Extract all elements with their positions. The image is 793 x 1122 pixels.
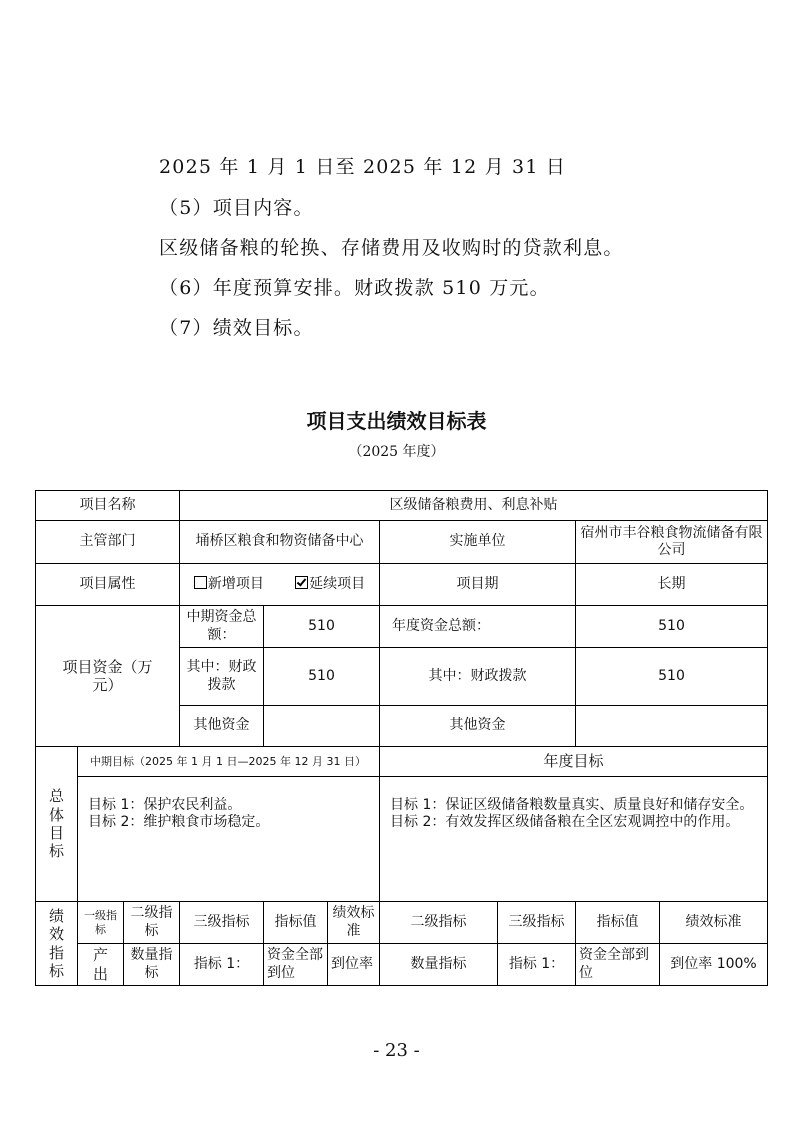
table-row-project-name [36,491,768,521]
col-standard-header: 绩效标准 [328,902,380,944]
text-line-date-range: 2025 年 1 月 1 日至 2025 年 12 月 31 日 [159,156,567,178]
row-value-year: 资金全部到位 [576,944,660,986]
year-total-value: 510 [576,606,768,648]
project-name-value: 区级储备粮费用、利息补贴 [180,491,768,521]
row-standard: 到位率 [328,944,380,986]
text-line-project-content: 区级储备粮的轮换、存储费用及收购时的贷款利息。 [159,237,624,259]
year-goal-2: 目标 2：有效发挥区级储备粮在全区宏观调控中的作用。 [390,814,740,831]
mid-total-value: 510 [264,606,380,648]
col-level1-header: 一级指标 [78,902,124,944]
text-line-performance-heading: （7）绩效目标。 [159,317,314,339]
attr-continue-label: 延续项目 [309,576,366,593]
mid-other-label: 其他资金 [180,706,264,747]
year-other-value [576,706,768,747]
mid-fiscal-value: 510 [264,648,380,706]
col-value-year-header: 指标值 [576,902,660,944]
attr-label: 项目属性 [36,564,180,606]
overall-goal-label: 总体目标 [36,747,78,902]
year-fiscal-label: 其中：财政拨款 [380,648,576,706]
col-level3-header: 三级指标 [180,902,264,944]
dept-value: 埇桥区粮食和物资储备中心 [180,521,380,564]
row-level2: 数量指标 [124,944,180,986]
year-goal-content [380,777,768,902]
row-level1: 产出 [78,944,124,986]
mid-goal-content [78,777,380,902]
row-level3-year: 指标 1： [498,944,576,986]
table-row-attribute [36,564,768,606]
attr-new-label: 新增项目 [207,576,264,593]
project-name-label: 项目名称 [36,491,180,521]
table-row-indicator-headers [36,902,768,944]
table-row-goal-content [36,777,768,902]
col-level3-year-header: 三级指标 [498,902,576,944]
text-line-budget: （6）年度预算安排。财政拨款 510 万元。 [159,277,550,299]
table-row-indicator-1 [36,944,768,986]
attr-options [180,564,380,606]
period-value: 长期 [576,564,768,606]
mid-goal-header: 中期目标（2025 年 1 月 1 日—2025 年 12 月 31 日） [78,747,380,777]
col-value-header: 指标值 [264,902,328,944]
row-level3: 指标 1： [180,944,264,986]
impl-label: 实施单位 [380,521,576,564]
perf-label: 绩效指标 [36,902,78,986]
mid-other-value [264,706,380,747]
table-subtitle: （2025 年度） [348,444,445,460]
row-level2-year: 数量指标 [380,944,498,986]
mid-fiscal-label: 其中：财政拨款 [180,648,264,706]
funds-label: 项目资金（万元） [36,606,180,747]
table-row-goal-headers [36,747,768,777]
year-total-label: 年度资金总额： [380,606,576,648]
year-other-label: 其他资金 [380,706,576,747]
table-row-department [36,521,768,564]
year-goal-header: 年度目标 [380,747,768,777]
page-number: - 23 - [373,1040,420,1061]
mid-total-label: 中期资金总额： [180,606,264,648]
table-row-funds-total [36,606,768,648]
dept-label: 主管部门 [36,521,180,564]
year-goal-1: 目标 1：保证区级储备粮数量真实、质量良好和储存安全。 [390,797,754,813]
col-level2-year-header: 二级指标 [380,902,498,944]
year-fiscal-value: 510 [576,648,768,706]
table-title: 项目支出绩效目标表 [306,409,487,433]
col-standard-year-header: 绩效标准 [660,902,768,944]
impl-value: 宿州市丰谷粮食物流储备有限公司 [576,521,768,564]
checkbox-continue-checked-icon [295,576,308,589]
performance-target-table [35,490,768,986]
col-level2-header: 二级指标 [124,902,180,944]
row-standard-year: 到位率 100% [660,944,768,986]
mid-goal-2: 目标 2：维护粮食市场稳定。 [88,814,270,831]
checkbox-new-icon [194,576,207,589]
row-value: 资金全部到位 [264,944,328,986]
period-label: 项目期 [380,564,576,606]
mid-goal-1: 目标 1：保护农民利益。 [88,797,242,813]
text-line-project-content-heading: （5）项目内容。 [159,197,314,219]
